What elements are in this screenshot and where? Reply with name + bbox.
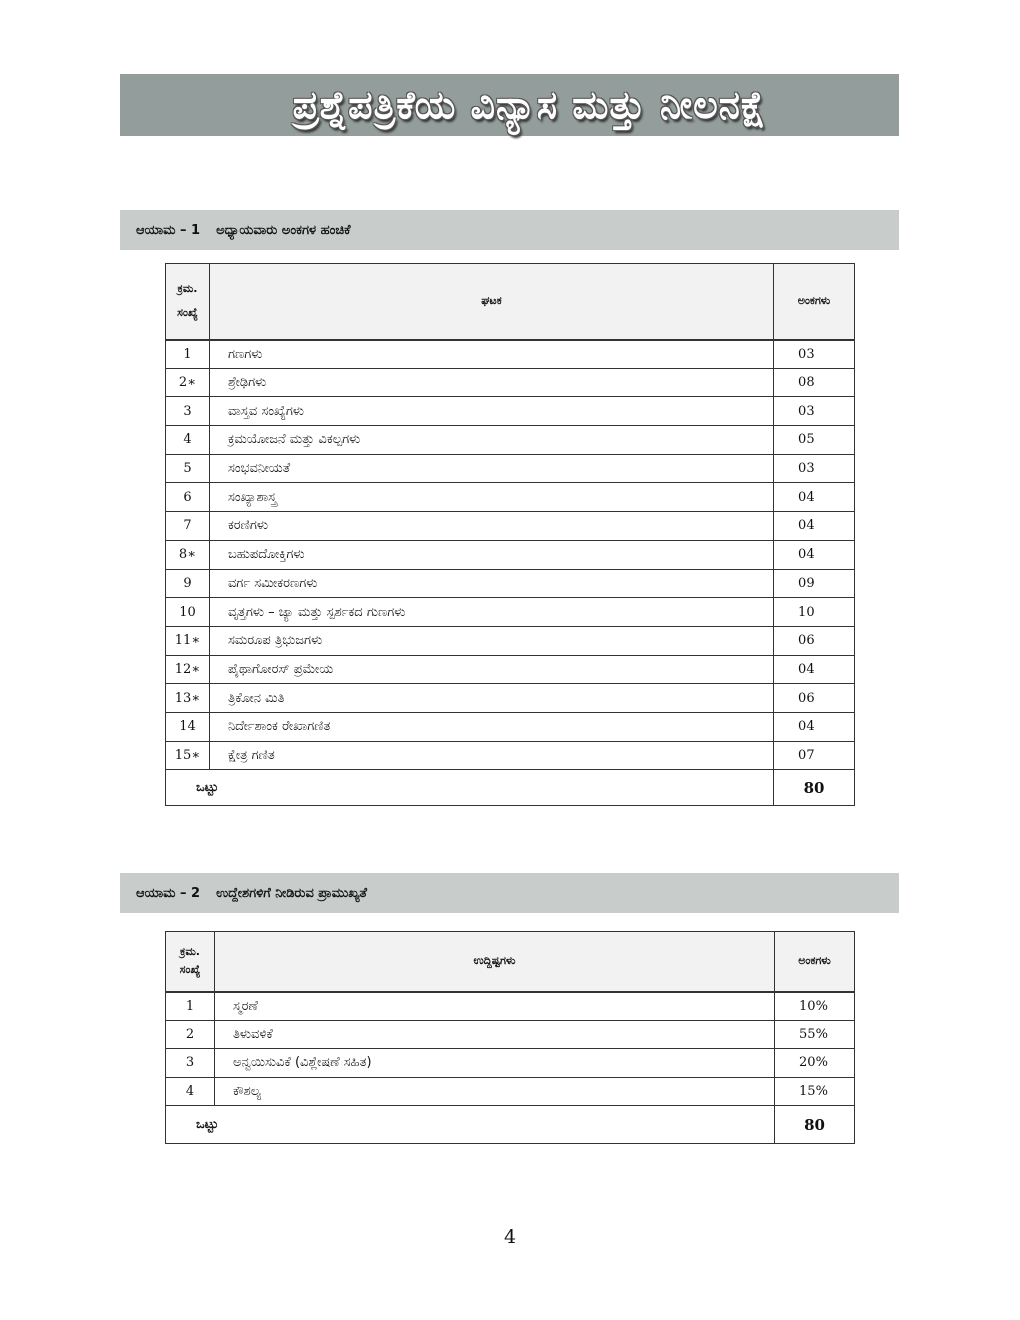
title-banner [120,74,899,136]
total-row [166,770,855,806]
table-row [166,512,855,541]
total-value: 80 [774,770,855,806]
row-number: 10 [166,598,210,627]
serial-header [166,932,215,992]
table-row [166,368,855,397]
serial-header-line1: ಕ್ರಮ. [179,945,200,959]
row-name: ತ್ರಿಕೋನ ಮಿತಿ [209,684,773,713]
row-number: 2 [166,1020,215,1049]
row-name: ವೃತ್ತಗಳು – ಜ್ಯಾ ಮತ್ತು ಸ್ಪರ್ಶಕದ ಗುಣಗಳು [209,598,773,627]
row-number: 15∗ [166,741,210,770]
section2-header [120,873,899,913]
table-row [166,626,855,655]
row-name: ಸಮರೂಪ ತ್ರಿಭುಜಗಳು [209,626,773,655]
table-row [166,598,855,627]
table-row [166,992,855,1021]
row-name: ಕ್ರಮಯೋಜನೆ ಮತ್ತು ವಿಕಲ್ಪಗಳು [209,426,773,455]
row-number: 1 [166,340,210,369]
total-value: 80 [775,1106,855,1144]
objective-header: ಉದ್ದಿಷ್ಟಗಳು [214,932,774,992]
row-marks: 10 [774,598,855,627]
table-body [166,340,855,770]
marks-header: ಅಂಕಗಳು [774,264,855,340]
row-marks: 08 [774,368,855,397]
row-number: 14 [166,712,210,741]
section2-label: ಆಯಾಮ – 2 [136,885,201,901]
table-row [166,684,855,713]
row-name: ಶ್ರೇಢಿಗಳು [209,368,773,397]
row-name: ನಿರ್ದೇಶಾಂಕ ರೇಖಾಗಣಿತ [209,712,773,741]
row-name: ಪೈಥಾಗೋರಸ್ ಪ್ರಮೇಯ [209,655,773,684]
section1-header [120,210,899,250]
row-name: ಸಂಖ್ಯಾಶಾಸ್ತ್ರ [209,483,773,512]
row-name: ಕ್ಷೇತ್ರ ಗಣಿತ [209,741,773,770]
row-marks: 20% [775,1049,855,1078]
row-marks: 05 [774,426,855,455]
row-name: ಅನ್ವಯಿಸುವಿಕೆ (ವಿಶ್ಲೇಷಣೆ ಸಹಿತ) [214,1049,774,1078]
page-number: 4 [503,1226,517,1248]
row-marks: 04 [774,512,855,541]
row-name: ಕರಣಿಗಳು [209,512,773,541]
serial-header [166,264,210,340]
row-name: ಗಣಗಳು [209,340,773,369]
row-number: 3 [166,1049,215,1078]
total-label: ಒಟ್ಟು [166,770,774,806]
table-row [166,655,855,684]
table-row [166,1020,855,1049]
row-number: 8∗ [166,540,210,569]
row-number: 3 [166,397,210,426]
page-title: ಪ್ರಶ್ನೆಪತ್ರಿಕೆಯ ವಿನ್ಯಾಸ ಮತ್ತು ನೀಲನಕ್ಷೆ [292,82,767,127]
table-row [166,1077,855,1106]
row-number: 4 [166,426,210,455]
row-marks: 03 [774,454,855,483]
row-number: 12∗ [166,655,210,684]
row-number: 9 [166,569,210,598]
row-number: 6 [166,483,210,512]
serial-header-line2: ಸಂಖ್ಯೆ [177,306,198,320]
row-marks: 07 [774,741,855,770]
row-marks: 04 [774,540,855,569]
table-row [166,569,855,598]
row-marks: 06 [774,684,855,713]
section1-title: ಅಧ್ಯಾಯವಾರು ಅಂಕಗಳ ಹಂಚಿಕೆ [216,222,351,238]
table-row [166,426,855,455]
table-header-row [166,264,855,340]
table-row [166,397,855,426]
serial-header-line1: ಕ್ರಮ. [177,282,198,296]
row-name: ಸಂಭವನೀಯತೆ [209,454,773,483]
table-row [166,1049,855,1078]
objectives-table [165,931,855,1144]
row-number: 7 [166,512,210,541]
row-name: ಬಹುಪದೋಕ್ತಿಗಳು [209,540,773,569]
row-number: 11∗ [166,626,210,655]
row-marks: 06 [774,626,855,655]
table-row [166,741,855,770]
row-name: ವಾಸ್ತವ ಸಂಖ್ಯೆಗಳು [209,397,773,426]
table-row [166,712,855,741]
row-marks: 10% [775,992,855,1021]
total-label: ಒಟ್ಟು [166,1106,775,1144]
total-row [166,1106,855,1144]
row-marks: 15% [775,1077,855,1106]
table-body [166,992,855,1106]
row-marks: 04 [774,655,855,684]
chapter-marks-table [165,263,855,806]
table-row [166,483,855,512]
serial-header-line2: ಸಂಖ್ಯೆ [179,963,201,977]
marks-header: ಅಂಕಗಳು [775,932,855,992]
row-name: ಕೌಶಲ್ಯ [214,1077,774,1106]
row-marks: 04 [774,483,855,512]
section2-title: ಉದ್ದೇಶಗಳಿಗೆ ನೀಡಿರುವ ಪ್ರಾಮುಖ್ಯತೆ [216,885,367,901]
row-number: 1 [166,992,215,1021]
row-number: 4 [166,1077,215,1106]
row-name: ಸ್ಮರಣೆ [214,992,774,1021]
row-marks: 55% [775,1020,855,1049]
row-name: ತಿಳುವಳಿಕೆ [214,1020,774,1049]
table-row [166,540,855,569]
table-row [166,454,855,483]
row-marks: 04 [774,712,855,741]
row-number: 5 [166,454,210,483]
table-row [166,340,855,369]
row-name: ವರ್ಗ ಸಮೀಕರಣಗಳು [209,569,773,598]
row-number: 13∗ [166,684,210,713]
row-marks: 03 [774,340,855,369]
row-marks: 09 [774,569,855,598]
table-header-row [166,932,855,992]
row-number: 2∗ [166,368,210,397]
unit-header: ಘಟಕ [209,264,773,340]
section1-label: ಆಯಾಮ – 1 [136,222,201,238]
row-marks: 03 [774,397,855,426]
